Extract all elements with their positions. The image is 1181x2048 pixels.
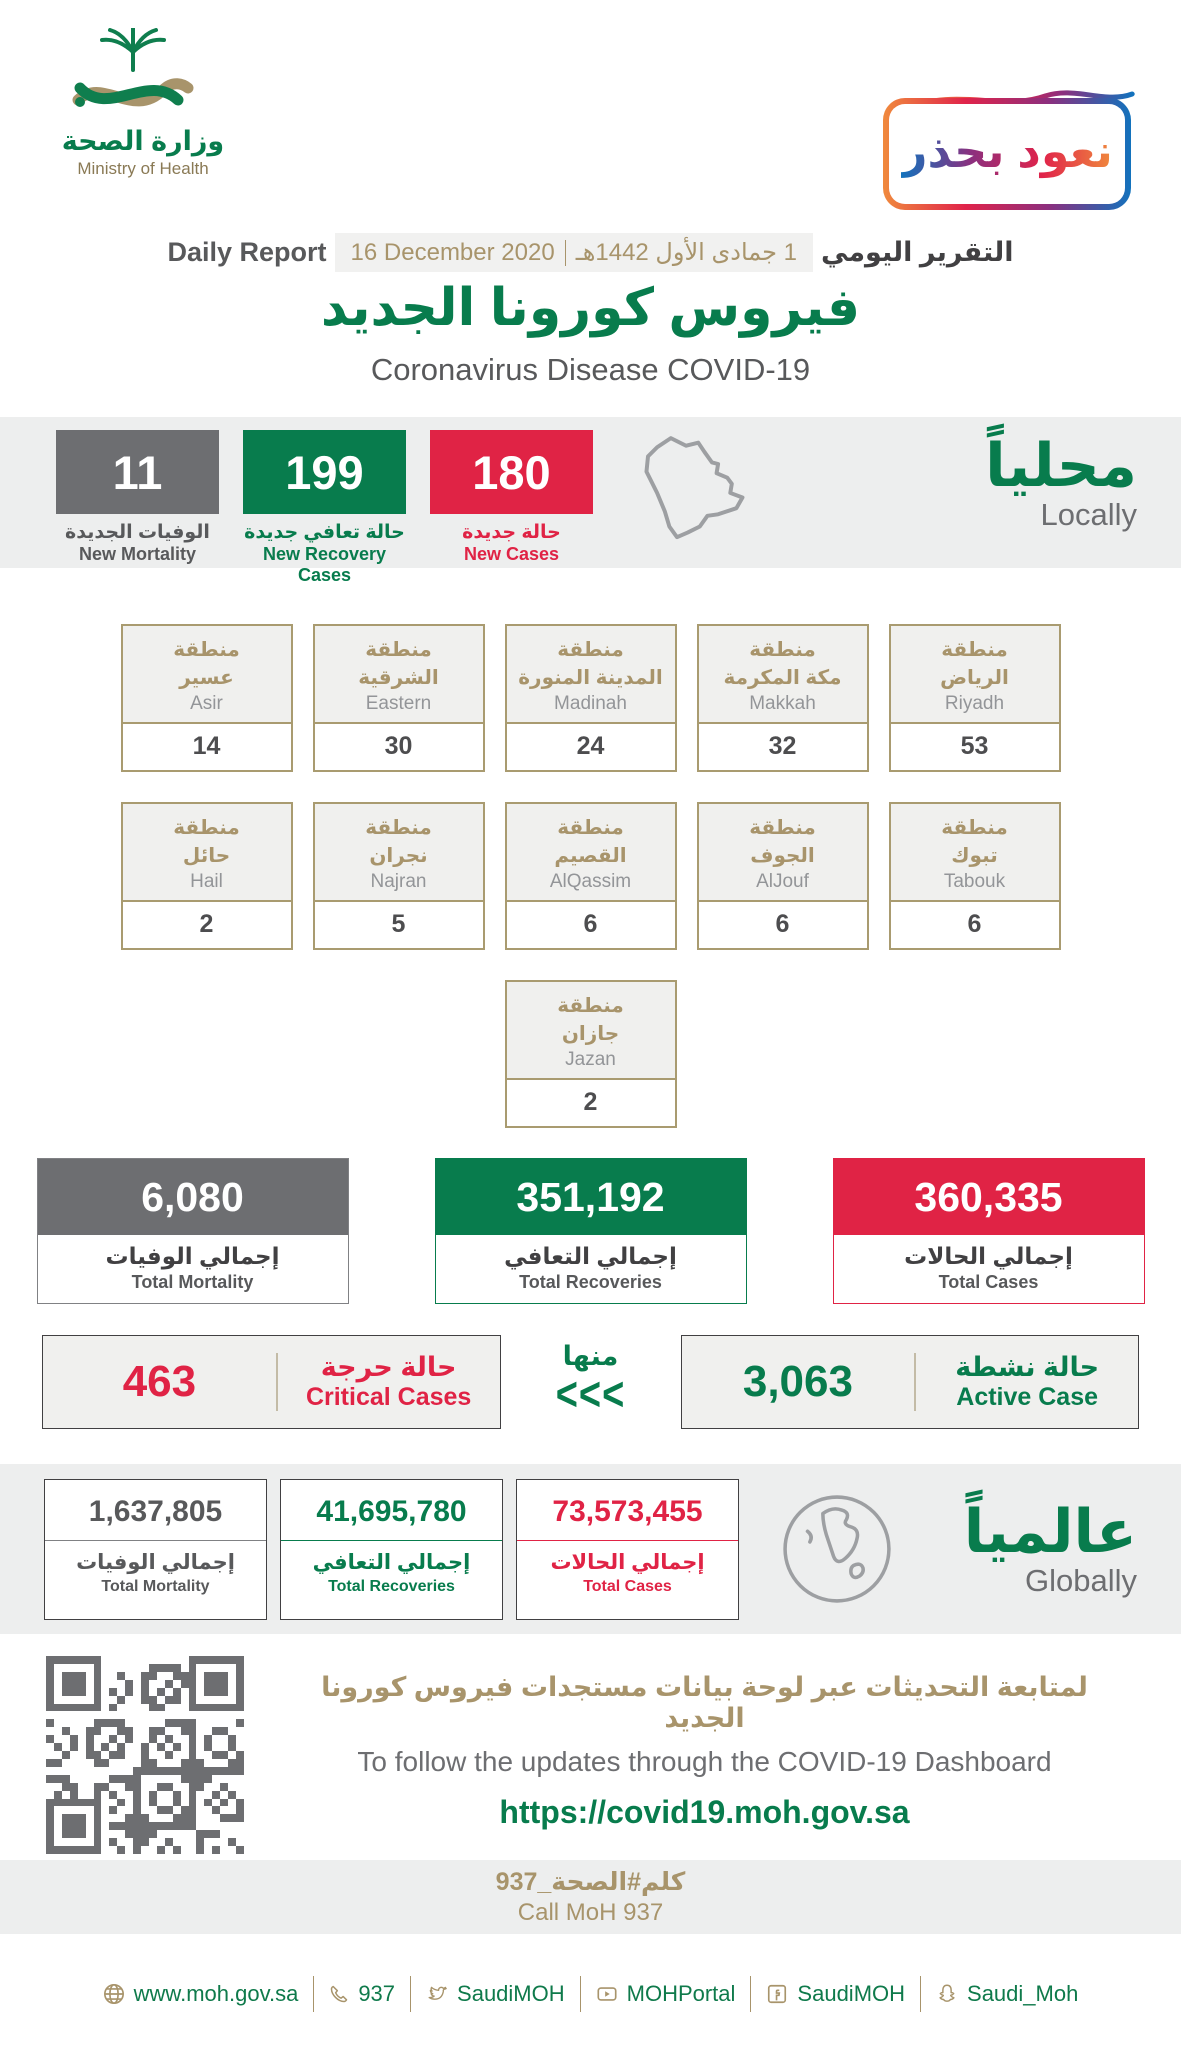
active-cases-label-ar: حالة نشطة: [955, 1352, 1100, 1383]
report-date-row: [0, 233, 1181, 272]
region-value: 2: [507, 1078, 675, 1126]
region-value: 32: [699, 722, 867, 770]
date-hijri: 1 جمادى الأول 1442هـ: [575, 239, 798, 266]
region-name-en: AlQassim: [549, 871, 632, 892]
region-name-en: Asir: [190, 693, 223, 714]
critical-cases-card: [42, 1335, 501, 1429]
region-value: 6: [699, 900, 867, 948]
region-card-riyadh: منطقة الرياض Riyadh 53: [889, 624, 1061, 772]
logo-english-name: Ministry of Health: [77, 159, 209, 178]
badge-frame: [883, 98, 1131, 210]
facebook-icon: [766, 1983, 788, 2005]
region-card-eastern: منطقة الشرقية Eastern 30: [313, 624, 485, 772]
footer-links: [0, 1976, 1181, 2012]
total-mortality-label-ar: إجمالي الوفيات: [105, 1243, 280, 1269]
global-cases-value: 73,573,455: [517, 1480, 738, 1541]
region-name-en: Eastern: [365, 693, 432, 714]
footer-link-facebook[interactable]: SaudiMOH: [751, 1981, 920, 2007]
total-recoveries-label-ar: إجمالي التعافي: [504, 1243, 677, 1269]
region-value: 24: [507, 722, 675, 770]
region-name-ar: منطقة: [173, 817, 240, 839]
global-mortality-label-ar: إجمالي الوفيات: [76, 1550, 235, 1574]
date-gregorian: 16 December 2020: [350, 238, 555, 266]
region-card-asir: منطقة عسير Asir 14: [121, 624, 293, 772]
new-recovery-stat: [243, 430, 406, 586]
active-cases-label-en: Active Case: [956, 1383, 1099, 1412]
region-value: 2: [123, 900, 291, 948]
region-name-ar: منطقة: [749, 817, 816, 839]
twitter-icon: [426, 1983, 448, 2005]
region-name-en: Tabouk: [943, 871, 1006, 892]
divider: [565, 240, 566, 266]
new-mortality-label-ar: الوفيات الجديدة: [65, 522, 210, 543]
critical-cases-value: 463: [122, 1357, 197, 1406]
new-mortality-value: 11: [56, 430, 219, 514]
global-recoveries-label-ar: إجمالي التعافي: [312, 1550, 471, 1574]
new-mortality-label-en: New Mortality: [78, 544, 197, 564]
moh-palm-emblem-icon: [58, 28, 228, 124]
new-recovery-value: 199: [243, 430, 406, 514]
region-name-ar: منطقة: [749, 639, 816, 661]
dashboard-section: [0, 1634, 1181, 1860]
qr-code: [46, 1656, 244, 1854]
region-row-1: [0, 624, 1181, 772]
locally-title-ar: محلياً: [985, 432, 1137, 499]
region-name-en: Hail: [190, 871, 223, 892]
total-cases-card: [833, 1158, 1145, 1304]
logo-arabic-name: وزارة الصحة: [61, 126, 225, 156]
region-card-madinah: منطقة المدينة المنورة Madinah 24: [505, 624, 677, 772]
region-name-ar: منطقة: [557, 817, 624, 839]
youtube-icon: [596, 1983, 618, 2005]
region-card-hail: منطقة حائل Hail 2: [121, 802, 293, 950]
header: [0, 0, 1181, 417]
report-date: [335, 233, 813, 272]
critical-cases-label-en: Critical Cases: [305, 1383, 472, 1412]
globe-icon: [103, 1983, 125, 2005]
region-value: 53: [891, 722, 1059, 770]
total-cases-value: 360,335: [834, 1159, 1144, 1235]
global-recoveries-card: [280, 1479, 503, 1620]
region-name-en: Makkah: [749, 693, 816, 714]
page-title-english: Coronavirus Disease COVID-19: [370, 352, 811, 387]
total-recoveries-label-en: Total Recoveries: [519, 1272, 662, 1292]
moh-logo: [58, 28, 228, 179]
region-name-ar: منطقة: [941, 817, 1008, 839]
daily-report-label-en: Daily Report: [167, 237, 327, 267]
region-name-en: AlJouf: [756, 871, 809, 892]
regions-section: [0, 568, 1181, 1128]
critical-active-section: [0, 1330, 1181, 1434]
of-which-indicator: [501, 1341, 681, 1423]
globally-title-en: Globally: [1025, 1562, 1137, 1598]
total-mortality-label-en: Total Mortality: [131, 1272, 254, 1292]
critical-cases-label-ar: حالة حرجة: [320, 1352, 457, 1383]
saudi-arabia-map-icon: [617, 430, 807, 560]
total-recoveries-card: [435, 1158, 747, 1304]
new-cases-value: 180: [430, 430, 593, 514]
locally-section: [0, 417, 1181, 585]
locally-title: [985, 430, 1137, 533]
region-card-najran: منطقة نجران Najran 5: [313, 802, 485, 950]
call-moh-label-ar: كلم#الصحة_937: [495, 1868, 686, 1896]
dashboard-note-ar: لمتابعة التحديثات عبر لوحة بيانات مستجدات فيروس كورونا الجديد: [321, 1672, 1088, 1733]
of-which-label: منها: [562, 1341, 619, 1371]
footer-link-twitter[interactable]: SaudiMOH: [411, 1981, 580, 2007]
new-recovery-label-en: New Recovery Cases: [262, 544, 387, 585]
new-recovery-label-ar: حالة تعافي جديدة: [244, 522, 405, 543]
new-cases-label-ar: حالة جديدة: [462, 522, 561, 543]
new-mortality-stat: [56, 430, 219, 565]
active-cases-card: [681, 1335, 1140, 1429]
region-value: 5: [315, 900, 483, 948]
page-title-arabic: فيروس كورونا الجديد: [320, 279, 861, 337]
total-cases-label-ar: إجمالي الحالات: [904, 1243, 1073, 1269]
active-cases-value: 3,063: [742, 1357, 853, 1406]
daily-report-label-ar: التقرير اليومي: [821, 237, 1014, 267]
region-card-tabouk: منطقة تبوك Tabouk 6: [889, 802, 1061, 950]
region-value: 14: [123, 722, 291, 770]
globe-icon: [778, 1490, 896, 1608]
footer-link-snapchat[interactable]: Saudi_Moh: [921, 1981, 1093, 2007]
region-row-2: [0, 802, 1181, 950]
region-name-ar: منطقة: [941, 639, 1008, 661]
region-card-alqassim: منطقة القصيم AlQassim 6: [505, 802, 677, 950]
footer-link-youtube[interactable]: MOHPortal: [581, 1981, 751, 2007]
dashboard-note-en: To follow the updates through the COVID-19 Dashboard: [357, 1746, 1052, 1777]
region-name-ar: منطقة: [557, 639, 624, 661]
region-name-en: Jazan: [565, 1049, 616, 1070]
return-with-caution-badge: [883, 86, 1131, 210]
global-mortality-label-en: Total Mortality: [101, 1577, 210, 1595]
region-value: 6: [891, 900, 1059, 948]
region-name-en: Najran: [370, 871, 427, 892]
globally-section: [0, 1464, 1181, 1634]
region-value: 30: [315, 722, 483, 770]
global-cases-label-ar: إجمالي الحالات: [550, 1550, 705, 1574]
total-recoveries-value: 351,192: [436, 1159, 746, 1235]
region-name-ar: منطقة: [365, 817, 432, 839]
new-cases-label-en: New Cases: [463, 544, 560, 564]
total-mortality-card: [37, 1158, 349, 1304]
globally-title-ar: عالمياً: [963, 1497, 1137, 1565]
total-cases-label-en: Total Cases: [938, 1272, 1039, 1292]
globally-title: [963, 1497, 1137, 1599]
global-cases-label-en: Total Cases: [583, 1577, 672, 1595]
phone-icon: [329, 1984, 349, 2004]
global-cases-card: [516, 1479, 739, 1620]
global-recoveries-label-en: Total Recoveries: [328, 1577, 455, 1595]
call-moh-section: [0, 1860, 1181, 1934]
region-card-aljouf: منطقة الجوف AlJouf 6: [697, 802, 869, 950]
global-mortality-value: 1,637,805: [45, 1480, 266, 1541]
footer-link-phone[interactable]: 937: [314, 1981, 410, 2007]
region-card-jazan: منطقة جازان Jazan 2: [505, 980, 677, 1128]
badge-text: نعود بحذر: [901, 128, 1113, 180]
footer-link-website[interactable]: www.moh.gov.sa: [88, 1981, 314, 2007]
region-name-ar: منطقة: [365, 639, 432, 661]
dashboard-url-link[interactable]: https://covid19.moh.gov.sa: [499, 1794, 910, 1830]
region-name-ar: منطقة: [173, 639, 240, 661]
call-moh-label-en: Call MoH 937: [517, 1899, 664, 1926]
global-recoveries-value: 41,695,780: [281, 1480, 502, 1541]
region-name-en: Madinah: [554, 693, 627, 714]
region-row-3: [0, 980, 1181, 1128]
local-totals-section: [0, 1158, 1181, 1304]
snapchat-icon: [936, 1983, 958, 2005]
locally-title-en: Locally: [1040, 497, 1137, 532]
new-cases-stat: [430, 430, 593, 565]
region-name-ar: منطقة: [557, 995, 624, 1017]
chevrons-left-icon: <<<: [555, 1368, 626, 1422]
region-name-en: Riyadh: [944, 693, 1005, 714]
region-value: 6: [507, 900, 675, 948]
region-card-makkah: منطقة مكة المكرمة Makkah 32: [697, 624, 869, 772]
total-mortality-value: 6,080: [38, 1159, 348, 1235]
global-mortality-card: [44, 1479, 267, 1620]
